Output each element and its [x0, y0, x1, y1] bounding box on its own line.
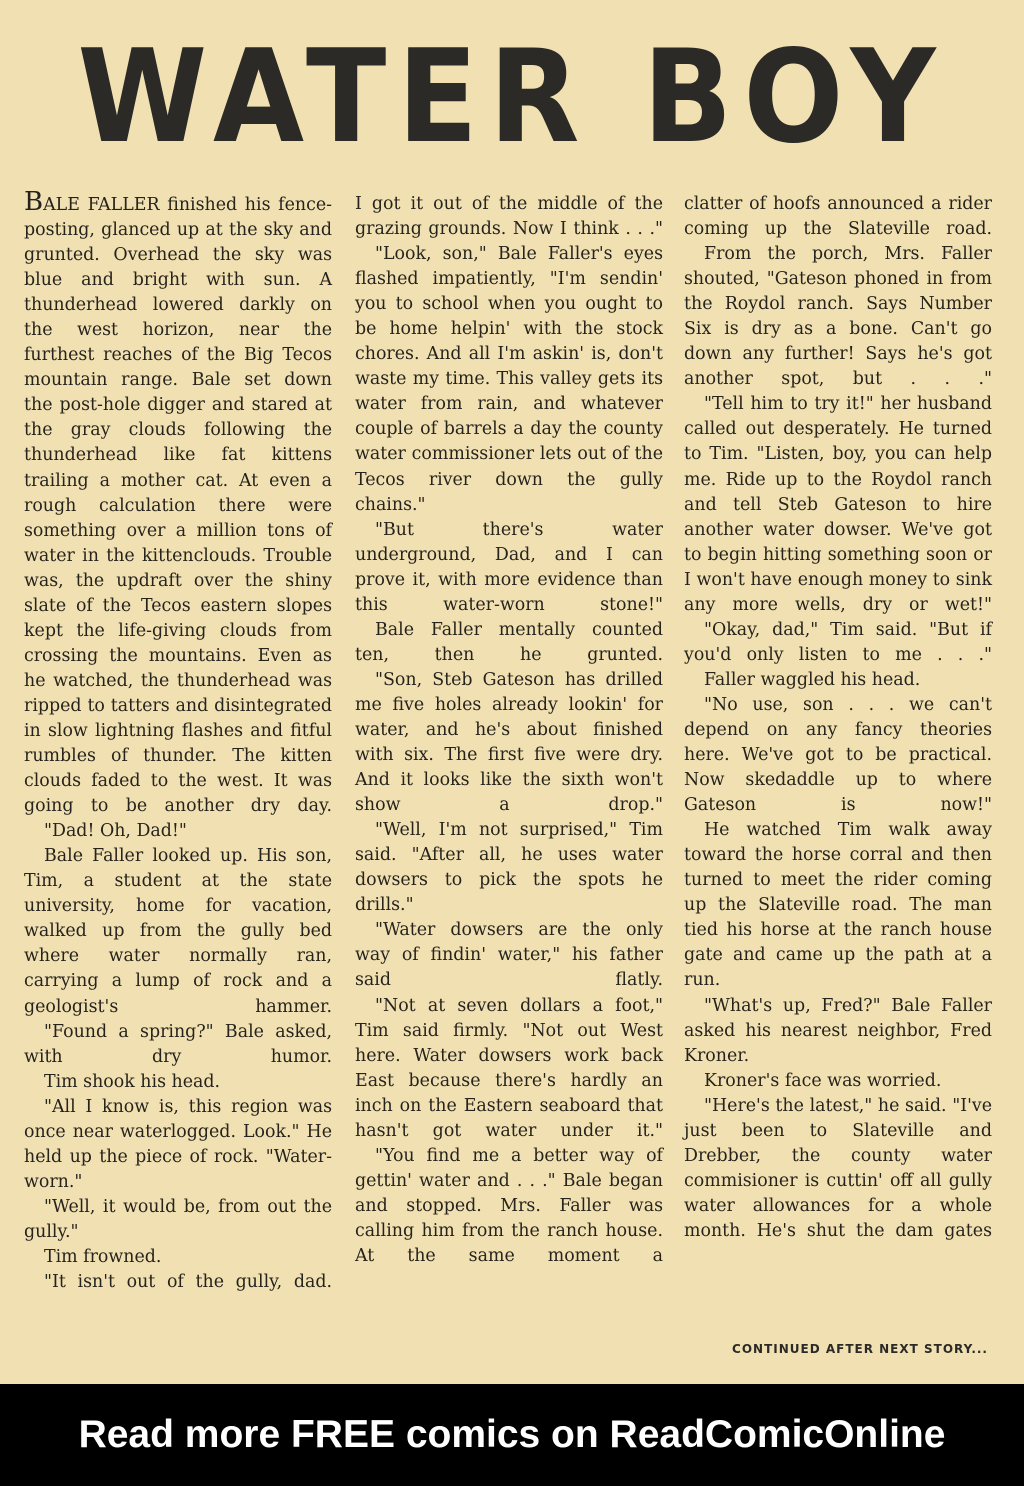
paragraph: "What's up, Fred?" Bale Faller asked his nearest neighbor, Fred Kroner.	[684, 995, 992, 1066]
paragraph: "Okay, dad," Tim said. "But if you'd only listen to me . . ."	[684, 619, 992, 665]
paragraph: Tim frowned.	[44, 1246, 162, 1267]
paragraph: He watched Tim walk away toward the horse corral and then turned to meet the rider coming up the Slateville road. The man tied his horse at the ranch house gate and came up the path at a run.	[684, 820, 992, 991]
paragraph: "No use, son . . . we can't depend on any fancy theories here. We've got to be practical. Now skedaddle up to where Gateson is now!"	[684, 694, 992, 816]
paragraph: "Tell him to try it!" her husband called out desperately. He turned to Tim. "Listen, boy, you can help me. Ride up to the Roydol ranch and tell Steb Gateson to hire another water dowser. We've got to begin hitting something soon or I won't have enough money to sink any more wells, dry or wet!"	[684, 394, 992, 615]
text-column-3	[684, 192, 992, 1244]
paragraph: From the porch, Mrs. Faller shouted, "Gateson phoned in from the Roydol ranch. Says Number Six is dry as a bone. Can't go down any further! Says he's got another spot, but . . ."	[684, 244, 992, 390]
paragraph: "You find me a better way of gettin' water and . . ." Bale began and stopped. Mrs. Faller was calling him from the ranch house. At the same moment a	[355, 1145, 663, 1266]
paragraph: "But there's water underground, Dad, and I can prove it, with more evidence than this water-worn stone!"	[355, 519, 663, 615]
paragraph: Bale Faller mentally counted ten, then he grunted.	[355, 619, 663, 665]
paragraph: "All I know is, this region was once near waterlogged. Look." He held up the piece of rock. "Water-worn."	[24, 1096, 332, 1192]
promo-banner[interactable]: Read more FREE comics on ReadComicOnline	[0, 1384, 1024, 1486]
paragraph: "Well, I'm not surprised," Tim said. "After all, he uses water dowsers to pick the spots he drills."	[355, 820, 663, 916]
paragraph: clatter of hoofs announced a rider coming up the Slateville road.	[684, 194, 992, 240]
paragraph: Kroner's face was worried.	[704, 1070, 942, 1091]
paragraph: "Dad! Oh, Dad!"	[44, 821, 187, 842]
text-column-2	[355, 192, 663, 1269]
paragraph: Faller waggled his head.	[704, 669, 921, 690]
paragraph: Tim shook his head.	[44, 1071, 221, 1092]
paragraph: "Found a spring?" Bale asked, with dry humor.	[24, 1021, 332, 1067]
story-title: WATER BOY	[77, 23, 947, 172]
paragraph: "Water dowsers are the only way of findin' water," his father said flatly.	[355, 920, 663, 991]
paragraph: "Look, son," Bale Faller's eyes flashed impatiently, "I'm sendin' you to school when you ought to be home helpin' with the stock chores. And all I'm askin' is, don't waste my time. This valley gets its water from rain, and whatever couple of barrels a day the county water commissioner lets out of the Tecos river down the gully chains."	[355, 244, 663, 515]
paragraph: "It isn't out of the gully, dad.	[44, 1272, 332, 1293]
paragraph: "Not at seven dollars a foot," Tim said firmly. "Not out West here. Water dowsers work back East because there's hardly an inch on the Eastern seaboard that hasn't got water under it."	[355, 995, 663, 1141]
paragraph: "Well, it would be, from out the gully."	[24, 1196, 332, 1242]
continued-note: CONTINUED AFTER NEXT STORY...	[732, 1342, 988, 1356]
paragraph: BALE FALLER finished his fence-posting, glanced up at the sky and grunted. Overhead the sky was blue and bright with sun. A thunderhead lowered darkly on the west horizon, near the furthest reaches of the Big Tecos mountain range. Bale set down the post-hole digger and stared at the gray clouds following the thunderhead like fat kittens trailing a mother cat. At even a rough calculation there were something over a million tons of water in the kittenclouds. Trouble was, the updraft over the shiny slate of the Tecos eastern slopes kept the life-giving clouds from crossing the mountains. Even as he watched, the thunderhead was ripped to tatters and disintegrated in slow lightning flashes and fitful rumbles of thunder. The kitten clouds faded to the west. It was going to be another dry day.	[24, 187, 332, 817]
text-column-1	[24, 187, 332, 1295]
paragraph: "Son, Steb Gateson has drilled me five holes already lookin' for water, and he's about finished with six. The first five were dry. And it looks like the sixth won't show a drop."	[355, 669, 663, 816]
paragraph: I got it out of the middle of the grazing grounds. Now I think . . ."	[355, 194, 663, 240]
drop-cap: B	[24, 187, 44, 217]
paragraph: Bale Faller looked up. His son, Tim, a student at the state university, home for vacation, walked up from the gully bed where water normally ran, carrying a lump of rock and a geologist's hammer.	[24, 846, 332, 1017]
paragraph: "Here's the latest," he said. "I've just been to Slateville and Drebber, the county water commisioner is cuttin' off all gully water allowances for a whole month. He's shut the dam gates	[684, 1095, 992, 1241]
